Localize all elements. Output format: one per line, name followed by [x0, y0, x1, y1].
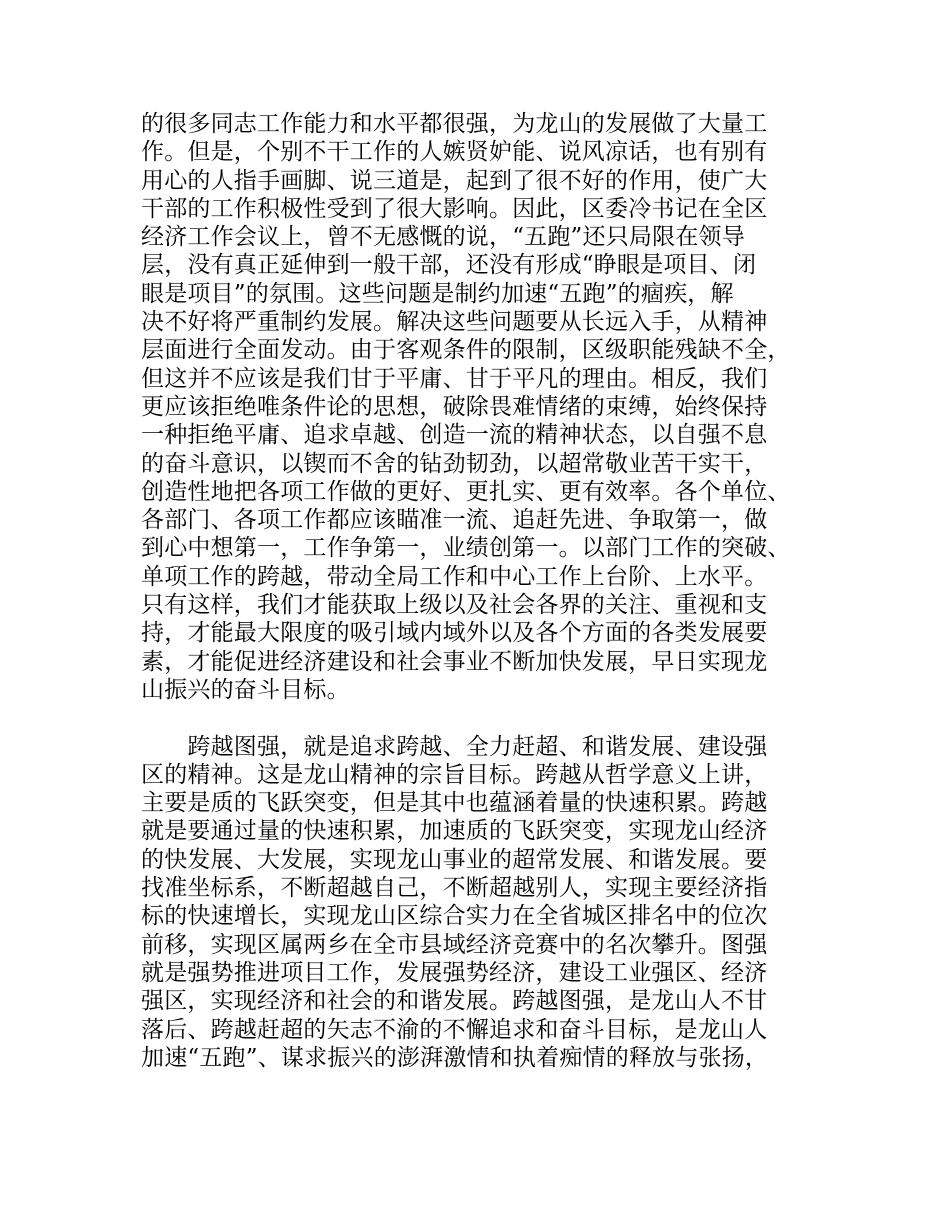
text-line: 标的快速增长，实现龙山区综合实力在全省城区排名中的位次 [141, 903, 768, 930]
text-line: 山振兴的奋斗目标。 [141, 676, 350, 703]
text-line: 层面进行全面发动。由于客观条件的限制，区级职能残缺不全， [141, 337, 791, 364]
text-line: 层，没有真正延伸到一般干部，还没有形成“睁眼是项目、闭 [141, 252, 757, 279]
paragraph-2 [141, 733, 841, 1073]
text-line: 各部门、各项工作都应该瞄准一流、追赶先进、争取第一，做 [141, 507, 768, 534]
text-line: 只有这样，我们才能获取上级以及社会各界的关注、重视和支 [141, 592, 768, 619]
text-line: 找准坐标系，不断超越自己，不断超越别人，实现主要经济指 [141, 875, 768, 902]
text-line: 眼是项目”的氛围。这些问题是制约加速“五跑”的痼疾，解 [141, 280, 734, 307]
text-line: 作。但是，个别不干工作的人嫉贤妒能、说风凉话，也有别有 [141, 139, 768, 166]
text-line: 更应该拒绝唯条件论的思想，破除畏难情绪的束缚，始终保持 [141, 393, 768, 420]
text-line: 素，才能促进经济建设和社会事业不断加快发展，早日实现龙 [141, 648, 768, 675]
text-line: 前移，实现区属两乡在全市县域经济竞赛中的名次攀升。图强 [141, 931, 768, 958]
paragraph-1 [141, 110, 841, 704]
text-line: 就是要通过量的快速积累，加速质的飞跃突变，实现龙山经济 [141, 818, 768, 845]
text-line: 强区，实现经济和社会的和谐发展。跨越图强，是龙山人不甘 [141, 988, 768, 1015]
text-line: 单项工作的跨越，带动全局工作和中心工作上台阶、上水平。 [141, 563, 768, 590]
text-line: 落后、跨越赶超的矢志不渝的不懈追求和奋斗目标，是龙山人 [141, 1016, 768, 1043]
text-line: 主要是质的飞跃突变，但是其中也蕴涵着量的快速积累。跨越 [141, 790, 768, 817]
text-line: 一种拒绝平庸、追求卓越、创造一流的精神状态，以自强不息 [141, 422, 768, 449]
text-line: 干部的工作积极性受到了很大影响。因此，区委冷书记在全区 [141, 195, 768, 222]
text-line: 决不好将严重制约发展。解决这些问题要从长远入手，从精神 [141, 309, 768, 336]
paragraph-spacer [141, 704, 841, 732]
text-line: 的很多同志工作能力和水平都很强，为龙山的发展做了大量工 [141, 111, 768, 137]
text-line: 持，才能最大限度的吸引域内域外以及各个方面的各类发展要 [141, 620, 768, 647]
text-line: 跨越图强，就是追求跨越、全力赶超、和谐发展、建设强 [141, 733, 768, 760]
text-line: 加速“五跑”、谋求振兴的澎湃激情和执着痴情的释放与张扬， [141, 1044, 769, 1071]
text-line: 区的精神。这是龙山精神的宗旨目标。跨越从哲学意义上讲， [141, 761, 768, 788]
text-line: 经济工作会议上，曾不无感慨的说，“五跑”还只局限在领导 [141, 224, 745, 251]
text-line: 就是强势推进项目工作，发展强势经济，建设工业强区、经济 [141, 959, 768, 986]
text-line: 用心的人指手画脚、说三道是，起到了很不好的作用，使广大 [141, 167, 768, 194]
text-line: 但这并不应该是我们甘于平庸、甘于平凡的理由。相反，我们 [141, 365, 768, 392]
text-line: 创造性地把各项工作做的更好、更扎实、更有效率。各个单位、 [141, 478, 791, 505]
document-body [141, 110, 841, 1072]
text-line: 的奋斗意识，以锲而不舍的钻劲韧劲，以超常敬业苦干实干， [141, 450, 768, 477]
text-line: 的快发展、大发展，实现龙山事业的超常发展、和谐发展。要 [141, 846, 768, 873]
text-line: 到心中想第一，工作争第一，业绩创第一。以部门工作的突破、 [141, 535, 791, 562]
